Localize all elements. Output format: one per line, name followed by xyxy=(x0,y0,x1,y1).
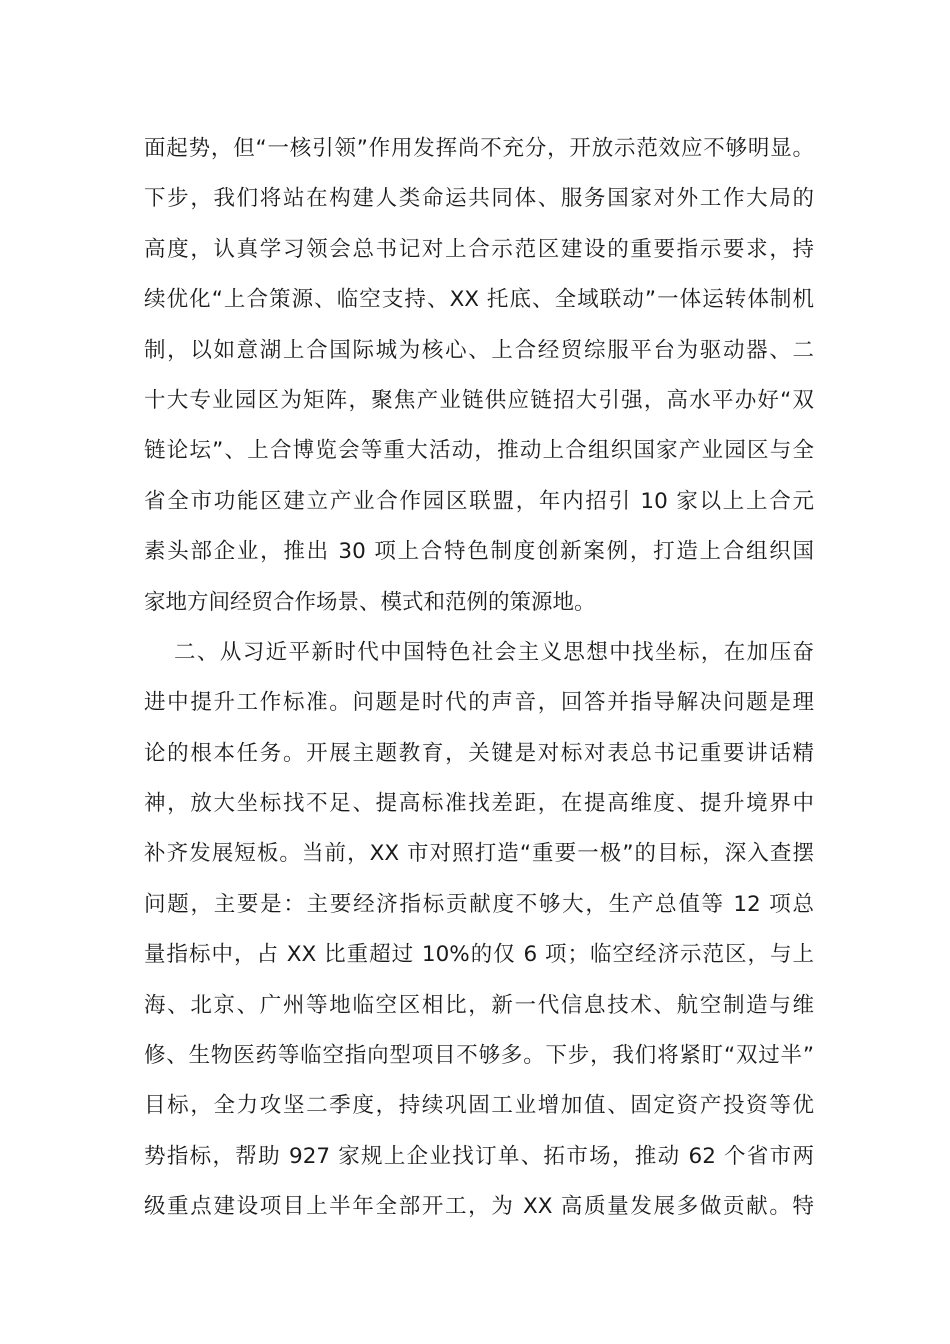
text-line: 论的根本任务。开展主题教育，关键是对标对表总书记重要讲话精 xyxy=(144,740,814,766)
text-line: 目标，全力攻坚二季度，持续巩固工业增加值、固定资产投资等优 xyxy=(144,1093,814,1119)
text-line: 问题，主要是：主要经济指标贡献度不够大，生产总值等 12 项总 xyxy=(144,891,814,917)
text-line: 十大专业园区为矩阵，聚焦产业链供应链招大引强，高水平办好“双 xyxy=(144,387,814,413)
text-line: 素头部企业，推出 30 项上合特色制度创新案例，打造上合组织国 xyxy=(144,539,814,565)
text-line: 续优化“上合策源、临空支持、XX 托底、全域联动”一体运转体制机 xyxy=(144,287,814,313)
text-line: 量指标中，占 XX 比重超过 10%的仅 6 项；临空经济示范区，与上 xyxy=(144,942,814,968)
text-line: 补齐发展短板。当前，XX 市对照打造“重要一极”的目标，深入查摆 xyxy=(144,841,814,867)
text-line: 级重点建设项目上半年全部开工，为 XX 高质量发展多做贡献。特 xyxy=(144,1194,814,1220)
text-line: 家地方间经贸合作场景、模式和范例的策源地。 xyxy=(144,589,596,615)
text-line: 制，以如意湖上合国际城为核心、上合经贸综服平台为驱动器、二 xyxy=(144,337,814,363)
text-line: 进中提升工作标准。问题是时代的声音，回答并指导解决问题是理 xyxy=(144,690,814,716)
text-line: 海、北京、广州等地临空区相比，新一代信息技术、航空制造与维 xyxy=(144,992,814,1018)
body-text xyxy=(144,124,814,1233)
text-line: 省全市功能区建立产业合作园区联盟，年内招引 10 家以上上合元 xyxy=(144,488,814,514)
text-line: 高度，认真学习领会总书记对上合示范区建设的重要指示要求，持 xyxy=(144,236,814,262)
section-heading-line: 二、从习近平新时代中国特色社会主义思想中找坐标，在加压奋 xyxy=(174,639,814,665)
text-line: 下步，我们将站在构建人类命运共同体、服务国家对外工作大局的 xyxy=(144,186,814,212)
text-line: 链论坛”、上合博览会等重大活动，推动上合组织国家产业园区与全 xyxy=(144,438,814,464)
text-line: 势指标，帮助 927 家规上企业找订单、拓市场，推动 62 个省市两 xyxy=(144,1143,814,1169)
text-line: 修、生物医药等临空指向型项目不够多。下步，我们将紧盯“双过半” xyxy=(144,1043,814,1069)
text-line: 面起势，但“一核引领”作用发挥尚不充分，开放示范效应不够明显。 xyxy=(144,136,814,161)
text-line: 神，放大坐标找不足、提高标准找差距，在提高维度、提升境界中 xyxy=(144,791,814,817)
